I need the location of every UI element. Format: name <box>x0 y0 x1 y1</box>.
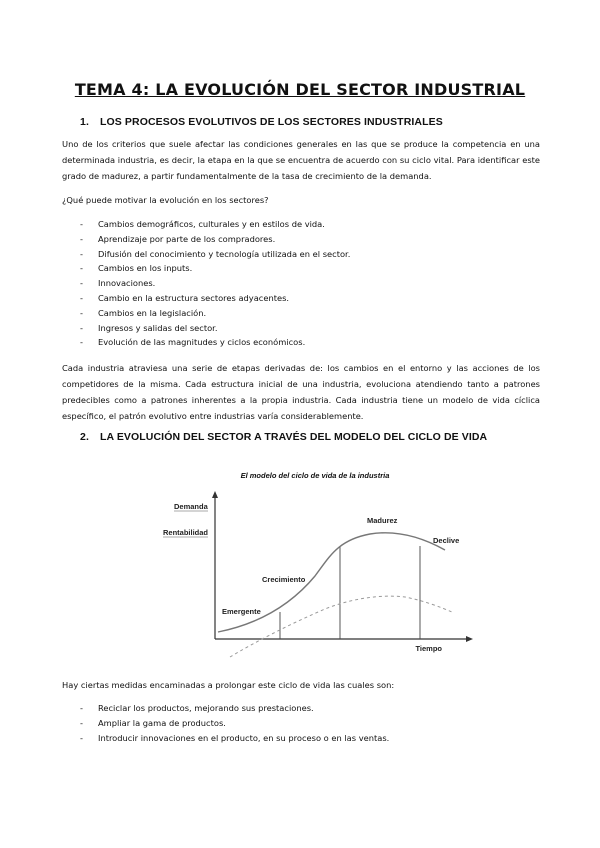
demand-curve <box>218 533 445 632</box>
figure-title: El modelo del ciclo de vida de la industria <box>240 471 390 480</box>
list-item: - Ingresos y salidas del sector. <box>80 322 218 333</box>
section-1-question: ¿Qué puede motivar la evolución en los sectores? <box>62 195 269 205</box>
x-label-tiempo: Tiempo <box>415 644 442 653</box>
section-2-heading <box>80 431 487 443</box>
section-1-title: LOS PROCESOS EVOLUTIVOS DE LOS SECTORES INDUSTRIALES <box>100 116 443 128</box>
list-item: - Innovaciones. <box>80 278 156 289</box>
evolution-causes-list <box>80 217 350 350</box>
list-item: - Cambios en la legislación. <box>80 307 207 318</box>
y-label-rentabilidad: Rentabilidad <box>163 528 209 537</box>
list-item: - Difusión del conocimiento y tecnología utilizada en el sector. <box>80 248 351 259</box>
list-item: - Aprendizaje por parte de los compradores. <box>80 233 276 244</box>
list-item: - Cambios en los inputs. <box>80 263 193 274</box>
section-2-number: 2. <box>80 431 89 443</box>
section-1-closing: Cada industria atraviesa una serie de etapas derivadas de: los cambios en el entorno y las acciones de los competidores de la misma. Cada estructura inicial de una industria, evoluciona atendiendo tanto a patrones predecibles como a patrones inherentes a la propia industria. Cada industria tiene un modelo de vida cíclica específico, el patrón evolutivo entre industrias varía considerablemente. <box>62 363 540 421</box>
x-axis-arrow <box>466 636 473 642</box>
section-1-intro: Uno de los criterios que suele afectar las condiciones generales en las que se produce la competencia en una determinada industria, es decir, la etapa en la que se encuentra de acuerdo con su ciclo vital. Para identificar este grado de madurez, a partir fundamentalmente de la tasa de crecimiento de la demanda. <box>62 139 540 181</box>
section-2-intro: Hay ciertas medidas encaminadas a prolongar este ciclo de vida las cuales son: <box>62 680 395 690</box>
stage-label-crecimiento: Crecimiento <box>262 575 306 584</box>
y-label-demanda: Demanda <box>174 502 208 511</box>
stage-label-declive: Declive <box>433 536 460 545</box>
life-cycle-figure <box>140 464 480 664</box>
list-item: - Ampliar la gama de productos. <box>80 717 226 728</box>
y-axis-arrow <box>212 491 218 498</box>
section-2-title: LA EVOLUCIÓN DEL SECTOR A TRAVÉS DEL MODELO DEL CICLO DE VIDA <box>100 431 488 443</box>
prolong-measures-list <box>80 701 389 745</box>
stage-label-madurez: Madurez <box>367 516 398 525</box>
page-title: TEMA 4: LA EVOLUCIÓN DEL SECTOR INDUSTRIAL <box>74 80 526 99</box>
list-item: - Evolución de las magnitudes y ciclos económicos. <box>80 337 306 348</box>
stage-label-emergente: Emergente <box>222 607 261 616</box>
section-1-number: 1. <box>80 116 89 128</box>
list-item: - Reciclar los productos, mejorando sus prestaciones. <box>80 703 314 713</box>
list-item: - Cambio en la estructura sectores adyacentes. <box>80 292 290 303</box>
list-item: - Cambios demográficos, culturales y en estilos de vida. <box>80 219 325 229</box>
section-1-heading <box>80 116 443 128</box>
list-item: - Introducir innovaciones en el producto, en su proceso o en las ventas. <box>80 732 390 743</box>
